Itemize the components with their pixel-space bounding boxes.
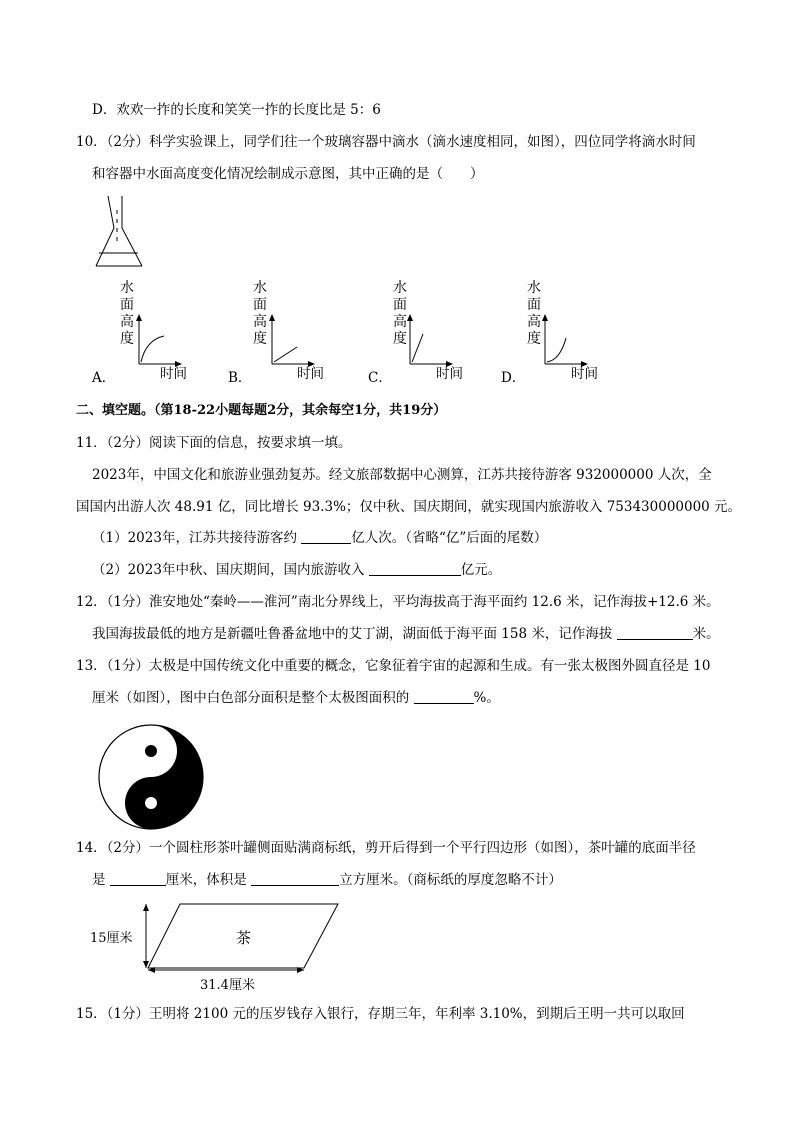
graph-a-axes [134,312,184,370]
ylabel-char: 高 [120,314,134,330]
q14-line2-text2: 厘米，体积是 [165,872,252,888]
q12-line2-text: 我国海拔最低的地方是新疆吐鲁番盆地中的艾丁湖，湖面低于海平面 158 米，记作海拔 [92,626,617,642]
taiji-figure [96,722,206,832]
answer-blank[interactable] [301,529,351,544]
ylabel-char: 面 [527,297,541,313]
ylabel-char: 度 [253,331,267,347]
option-d-text: D．欢欢一拃的长度和笑笑一拃的长度比是 5：6 [92,102,381,118]
answer-blank[interactable] [110,871,166,886]
q13-line2-text2: %。 [473,690,500,706]
xlabel: 时间 [571,366,598,382]
ylabel-char: 水 [527,280,541,296]
option-b-label: B． [228,370,252,386]
ylabel-char: 水 [253,280,267,296]
q12-line2-text2: 米。 [692,626,720,642]
ylabel-char: 面 [253,297,267,313]
q13-line2 [92,688,500,708]
q11-sub2-text2: 亿元。 [460,562,502,578]
tea-label: 茶 [236,929,252,947]
answer-blank[interactable] [369,561,461,576]
taiji-dot-white [145,797,157,809]
q10-line2: 和容器中水面高度变化情况绘制成示意图，其中正确的是（ ） [92,166,484,182]
graph-b-axes [267,312,317,370]
q12-line2 [92,624,720,644]
graph-c-axes [405,312,455,370]
q13-line2-text: 厘米（如图），图中白色部分面积是整个太极图面积的 [92,690,414,706]
ylabel-char: 水 [393,280,407,296]
ylabel-char: 高 [253,314,267,330]
ylabel-char: 度 [527,331,541,347]
option-d-label: D． [501,370,526,386]
ylabel-char: 面 [120,297,134,313]
q11-sub2 [92,560,501,580]
q10-line1: 10．（2分）科学实验课上，同学们往一个玻璃容器中滴水（滴水速度相同，如图），四位同学将滴水时间 [76,134,696,150]
q12-line1: 12．（1分）淮安地处“秦岭——淮河”南北分界线上，平均海拔高于海平面约 12.6 米，记作海拔+12.6 米。 [76,594,720,610]
q11-sub2-text: （2）2023年中秋、国庆期间，国内旅游收入 [92,562,369,578]
q14-line2 [92,870,562,890]
ylabel-char: 水 [120,280,134,296]
ylabel-char: 度 [393,331,407,347]
taiji-dot-black [145,745,157,757]
parallelogram-figure [86,896,346,996]
answer-blank[interactable] [617,625,693,640]
q14-line1: 14．（2分）一个圆柱形茶叶罐侧面贴满商标纸，剪开后得到一个平行四边形（如图），茶叶罐的底面半径 [76,840,696,856]
q11-head: 11．（2分）阅读下面的信息，按要求填一填。 [76,435,352,451]
xlabel: 时间 [436,366,463,382]
ylabel-char: 面 [393,297,407,313]
q11-p2: 国国内出游人次 48.91 亿，同比增长 93.3%；仅中秋、国庆期间，就实现国内旅游收入 753430000000 元。 [76,499,742,515]
answer-blank[interactable] [414,689,474,704]
height-label: 15厘米 [90,931,133,946]
ylabel-char: 高 [393,314,407,330]
q15-line1: 15．（1分）王明将 2100 元的压岁钱存入银行，存期三年，年利率 3.10%，到期后王明一共可以取回 [76,1006,685,1022]
q11-sub1 [92,528,547,548]
flask-figure [90,192,150,270]
ylabel-char: 高 [527,314,541,330]
ylabel-char: 度 [120,331,134,347]
base-label: 31.4厘米 [200,978,255,993]
q11-sub1-text2: 亿人次。（省略“亿”后面的尾数） [351,530,548,546]
option-c-label: C． [368,370,392,386]
q11-sub1-text: （1）2023年，江苏共接待游客约 [92,530,302,546]
xlabel: 时间 [160,366,187,382]
q13-line1: 13．（1分）太极是中国传统文化中重要的概念，它象征着宇宙的起源和生成。有一张太极图外圆直径是 10 [76,658,711,674]
section-heading: 二、填空题。（第18-22小题每题2分，其余每空1分，共19分） [76,403,447,418]
q14-line2-text3: 立方厘米。（商标纸的厚度忽略不计） [339,872,562,888]
answer-blank[interactable] [251,871,339,886]
xlabel: 时间 [297,366,324,382]
q11-p1: 2023年，中国文化和旅游业强劲复苏。经文旅部数据中心测算，江苏共接待游客 932000000 人次，全 [92,467,712,483]
graph-d-axes [540,312,590,370]
q14-line2-text: 是 [92,872,110,888]
option-a-label: A． [92,370,116,386]
